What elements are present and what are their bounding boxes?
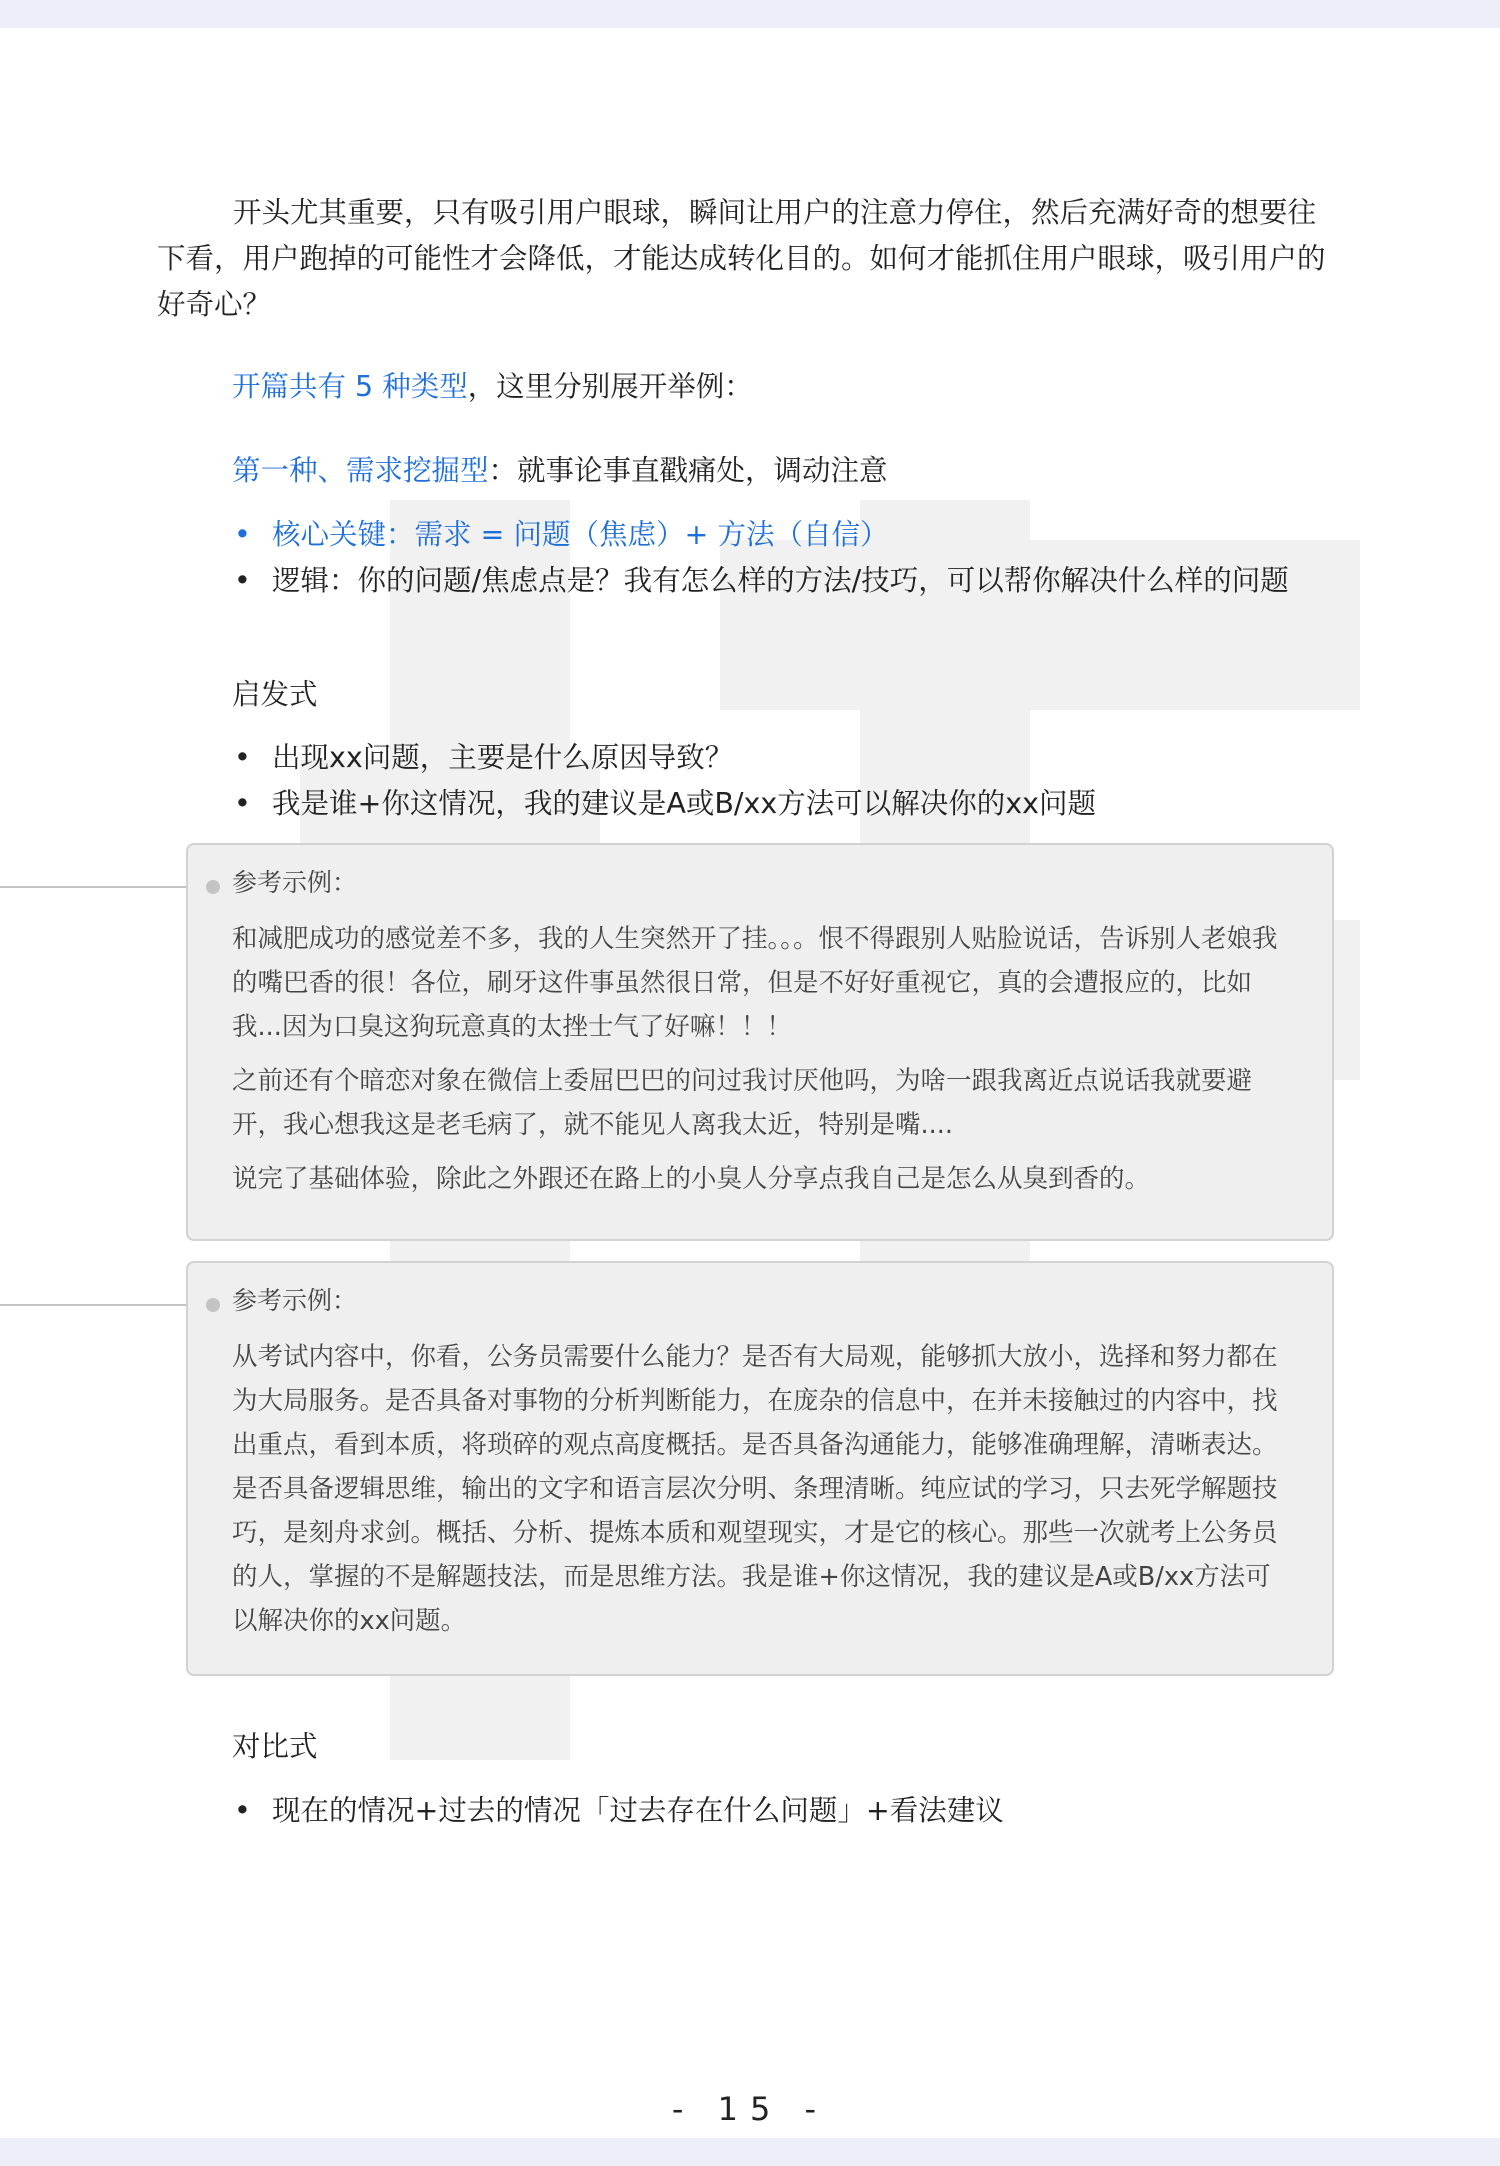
- connector-dot-icon: [206, 1298, 220, 1312]
- example-paragraph: 和减肥成功的感觉差不多，我的人生突然开了挂。。。恨不得跟别人贴脸说话，告诉别人老娘我的嘴巴香的很！各位，刷牙这件事虽然很日常，但是不好好重视它，真的会遭报应的，比如我...因为口臭这狗玩意真的太挫士气了好嘛！！！: [232, 924, 1278, 1042]
- example-box: [186, 843, 1334, 1241]
- example-connector-line: [0, 1304, 212, 1306]
- key-bullet-list: [232, 512, 1342, 604]
- bullet-icon: •: [234, 518, 251, 551]
- list-item: • 逻辑：你的问题/焦虑点是？我有怎么样的方法/技巧，可以帮你解决什么样的问题: [232, 558, 1342, 604]
- connector-dot-icon: [206, 880, 220, 894]
- list-item: • 现在的情况+过去的情况「过去存在什么问题」+看法建议: [232, 1788, 1342, 1834]
- heuristic-bullet-list: [232, 735, 1342, 827]
- type-one-highlight: 第一种、需求挖掘型: [232, 454, 489, 487]
- example-paragraph: 从考试内容中，你看，公务员需要什么能力？是否有大局观，能够抓大放小，选择和努力都在为大局服务。是否具备对事物的分析判断能力，在庞杂的信息中，在并未接触过的内容中，找出重点，看到本质，将琐碎的观点高度概括。是否具备沟通能力，能够准确理解，清晰表达。是否具备逻辑思维，输出的文字和语言层次分明、条理清晰。纯应试的学习，只去死学解题技巧，是刻舟求剑。概括、分析、提炼本质和观望现实，才是它的核心。那些一次就考上公务员的人，掌握的不是解题技法，而是思维方法。我是谁+你这情况，我的建议是A或B/xx方法可以解决你的xx问题。: [232, 1342, 1278, 1636]
- bullet-icon: •: [234, 787, 251, 820]
- type-one-rest: ：就事论事直戳痛处，调动注意: [488, 454, 888, 487]
- example-label: 参考示例：: [232, 1286, 358, 1315]
- types-highlight: 开篇共有 5 种类型: [232, 370, 468, 403]
- types-rest: ，这里分别展开举例：: [467, 370, 753, 403]
- bullet-icon: •: [234, 1794, 251, 1827]
- list-item: • 出现xx问题，主要是什么原因导致？: [232, 735, 1342, 781]
- example-box: [186, 1261, 1334, 1676]
- example-paragraph: 说完了基础体验，除此之外跟还在路上的小臭人分享点我自己是怎么从臭到香的。: [232, 1164, 1151, 1194]
- contrast-title: 对比式: [232, 1730, 318, 1763]
- list-item: • 我是谁+你这情况，我的建议是A或B/xx方法可以解决你的xx问题: [232, 781, 1342, 827]
- page-number: - 15 -: [671, 2090, 829, 2128]
- contrast-bullet-list: [232, 1788, 1342, 1834]
- intro-paragraph: 开头尤其重要，只有吸引用户眼球，瞬间让用户的注意力停住，然后充满好奇的想要往下看，用户跑掉的可能性才会降低，才能达成转化目的。如何才能抓住用户眼球，吸引用户的好奇心？: [157, 196, 1326, 321]
- bullet-icon: •: [234, 741, 251, 774]
- example-label: 参考示例：: [232, 868, 358, 897]
- heuristic-title: 启发式: [232, 678, 318, 711]
- example-connector-line: [0, 886, 212, 888]
- list-item: • 核心关键：需求 = 问题（焦虑）+ 方法（自信）: [232, 512, 1342, 558]
- types-intro-line: [232, 364, 753, 410]
- type-one-heading: [232, 448, 888, 494]
- example-paragraph: 之前还有个暗恋对象在微信上委屈巴巴的问过我讨厌他吗，为啥一跟我离近点说话我就要避开，我心想我这是老毛病了，就不能见人离我太近，特别是嘴....: [232, 1066, 1253, 1140]
- bullet-icon: •: [234, 564, 251, 597]
- bottom-band: [0, 2138, 1500, 2166]
